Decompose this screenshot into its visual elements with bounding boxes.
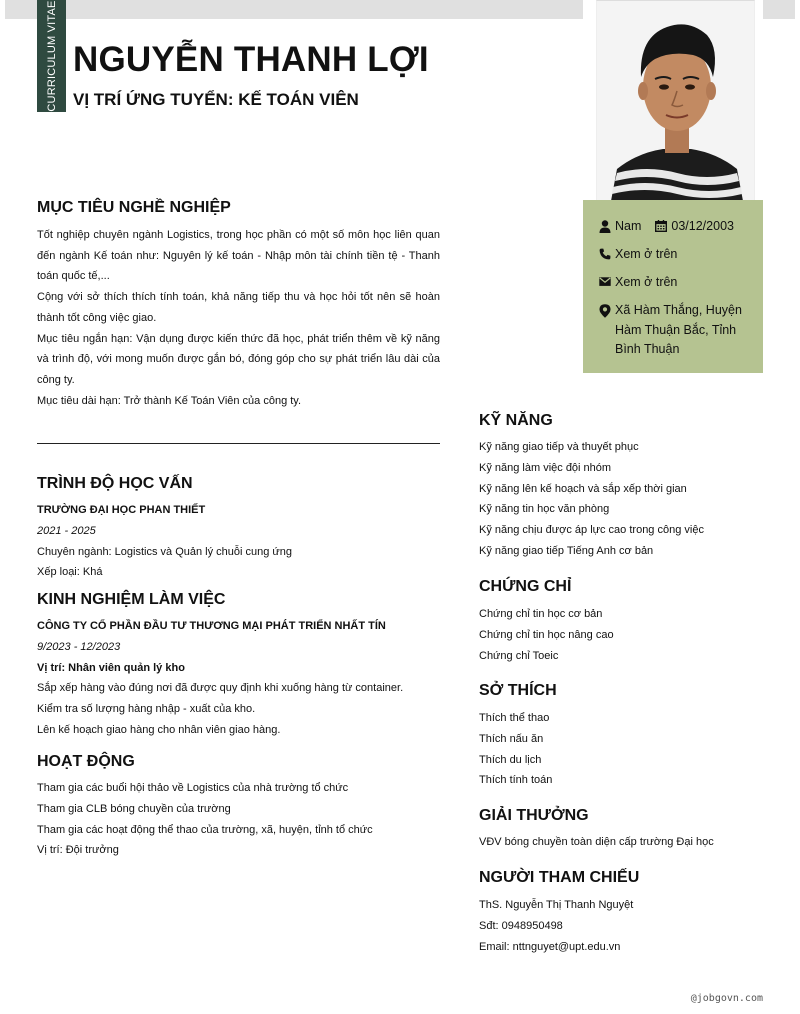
references-list [479, 895, 633, 957]
certificates-list [479, 604, 614, 666]
gender-birthdate-row [599, 217, 749, 236]
company-name: CÔNG TY CỔ PHẦN ĐẦU TƯ THƯƠNG MẠI PHÁT TRIỂN NHẤT TÍN [37, 620, 386, 632]
hobby-item: Thích thể thao [479, 712, 550, 724]
applied-position: VỊ TRÍ ỨNG TUYỂN: KẾ TOÁN VIÊN [73, 90, 359, 109]
hobbies-list [479, 708, 552, 791]
experience-role: Vị trí: Nhân viên quản lý kho [37, 661, 185, 674]
mail-icon [599, 276, 611, 287]
objective-text [37, 225, 440, 411]
phone-icon [599, 248, 611, 260]
skill-item: Kỹ năng lên kế hoạch và sắp xếp thời gian [479, 482, 687, 495]
hobby-item: Thích du lịch [479, 753, 542, 766]
header-band-right [763, 0, 795, 19]
candidate-name: NGUYỄN THANH LỢI [73, 40, 429, 79]
profile-photo [596, 0, 755, 200]
certificate-item: Chứng chỉ tin học cơ bản [479, 608, 603, 620]
education-title: TRÌNH ĐỘ HỌC VẤN [37, 475, 193, 492]
cv-label-tab [37, 0, 66, 112]
activity-item: Tham gia các buổi hội thảo về Logistics của nhà trường tổ chức [37, 782, 349, 794]
awards-list [479, 832, 714, 853]
reference-phone: Sđt: 0948950498 [479, 919, 563, 932]
education-details [37, 500, 292, 583]
hobby-item: Thích tính toán [479, 774, 553, 787]
experience-task: Kiểm tra số lượng hàng nhập - xuất của kho. [37, 703, 256, 716]
certificates-title: CHỨNG CHỈ [479, 578, 572, 595]
phone-row [599, 245, 749, 264]
user-icon [599, 220, 611, 233]
objective-title: MỤC TIÊU NGHỀ NGHIỆP [37, 199, 231, 216]
email-value: Xem ở trên [615, 275, 678, 289]
activities-title: HOẠT ĐỘNG [37, 753, 135, 770]
objective-paragraph: Mục tiêu dài hạn: Trở thành Kế Toán Viên của công ty. [37, 394, 302, 407]
reference-name: ThS. Nguyễn Thị Thanh Nguyệt [479, 899, 634, 911]
education-period: 2021 - 2025 [37, 524, 96, 537]
header-band-left [5, 0, 583, 19]
address-value: Xã Hàm Thắng, Huyện Hàm Thuận Bắc, Tỉnh Bình Thuận [615, 303, 742, 356]
gender-value: Nam [615, 219, 642, 233]
section-divider [37, 443, 440, 444]
address-row [599, 301, 749, 360]
certificate-item: Chứng chỉ Toeic [479, 649, 559, 662]
skill-item: Kỹ năng làm việc đội nhóm [479, 461, 612, 474]
certificate-item: Chứng chỉ tin học nâng cao [479, 628, 614, 641]
phone-value: Xem ở trên [615, 247, 678, 261]
experience-period: 9/2023 - 12/2023 [37, 640, 121, 653]
objective-paragraph: Mục tiêu ngắn hạn: Vận dụng được kiến thức đã học, phát triển thêm về kỹ năng và trình độ, với mong muốn được gắn bó, đóng góp cho sự phát triển lâu dài của công ty. [37, 332, 440, 386]
experience-task: Lên kế hoạch giao hàng cho nhân viên giao hàng. [37, 723, 281, 736]
activity-item: Tham gia các hoạt động thể thao của trường, xã, huyện, tỉnh tổ chức [37, 823, 373, 836]
experience-title: KINH NGHIỆM LÀM VIỆC [37, 591, 226, 608]
birthdate-value: 03/12/2003 [671, 219, 734, 233]
activity-item: Vị trí: Đội trưởng [37, 844, 119, 857]
school-name: TRƯỜNG ĐẠI HỌC PHAN THIẾT [37, 504, 206, 516]
calendar-icon [655, 220, 667, 232]
objective-paragraph: Tốt nghiệp chuyên ngành Logistics, trong học phần có một số môn học liên quan đến ngành Kế toán như: Nguyên lý kế toán - Nhập môn tài chính tiền tệ - Thanh toán quốc tế,... [37, 229, 440, 283]
skill-item: Kỹ năng chịu được áp lực cao trong công việc [479, 524, 704, 537]
education-major: Chuyên ngành: Logistics và Quản lý chuỗi cung ứng [37, 545, 293, 558]
award-item: VĐV bóng chuyền toàn diện cấp trường Đại học [479, 836, 714, 848]
cv-label: CURRICULUM VITAE [45, 0, 58, 112]
email-row [599, 273, 749, 292]
skill-item: Kỹ năng tin học văn phòng [479, 503, 610, 516]
location-pin-icon [599, 304, 611, 318]
education-rank: Xếp loại: Khá [37, 566, 103, 579]
activities-list [37, 778, 373, 861]
skill-item: Kỹ năng giao tiếp Tiếng Anh cơ bản [479, 544, 654, 557]
reference-email: Email: nttnguyet@upt.edu.vn [479, 940, 621, 953]
skills-list [479, 437, 704, 562]
footer-watermark: @jobgovn.com [690, 993, 763, 1004]
hobby-item: Thích nấu ăn [479, 732, 544, 745]
experience-task: Sắp xếp hàng vào đúng nơi đã được quy định khi xuống hàng từ container. [37, 682, 404, 695]
references-title: NGƯỜI THAM CHIẾU [479, 869, 640, 886]
skills-title: KỸ NĂNG [479, 412, 553, 429]
hobbies-title: SỞ THÍCH [479, 682, 557, 699]
personal-info-box [583, 200, 763, 373]
portrait-image [597, 1, 755, 200]
skill-item: Kỹ năng giao tiếp và thuyết phục [479, 441, 639, 453]
objective-paragraph: Cộng với sở thích thích tính toán, khả năng tiếp thu và học hỏi tốt nên sẽ hoàn thành tốt công việc giao. [37, 291, 440, 324]
experience-details [37, 616, 403, 741]
activity-item: Tham gia CLB bóng chuyền của trường [37, 802, 231, 815]
awards-title: GIẢI THƯỞNG [479, 807, 589, 824]
